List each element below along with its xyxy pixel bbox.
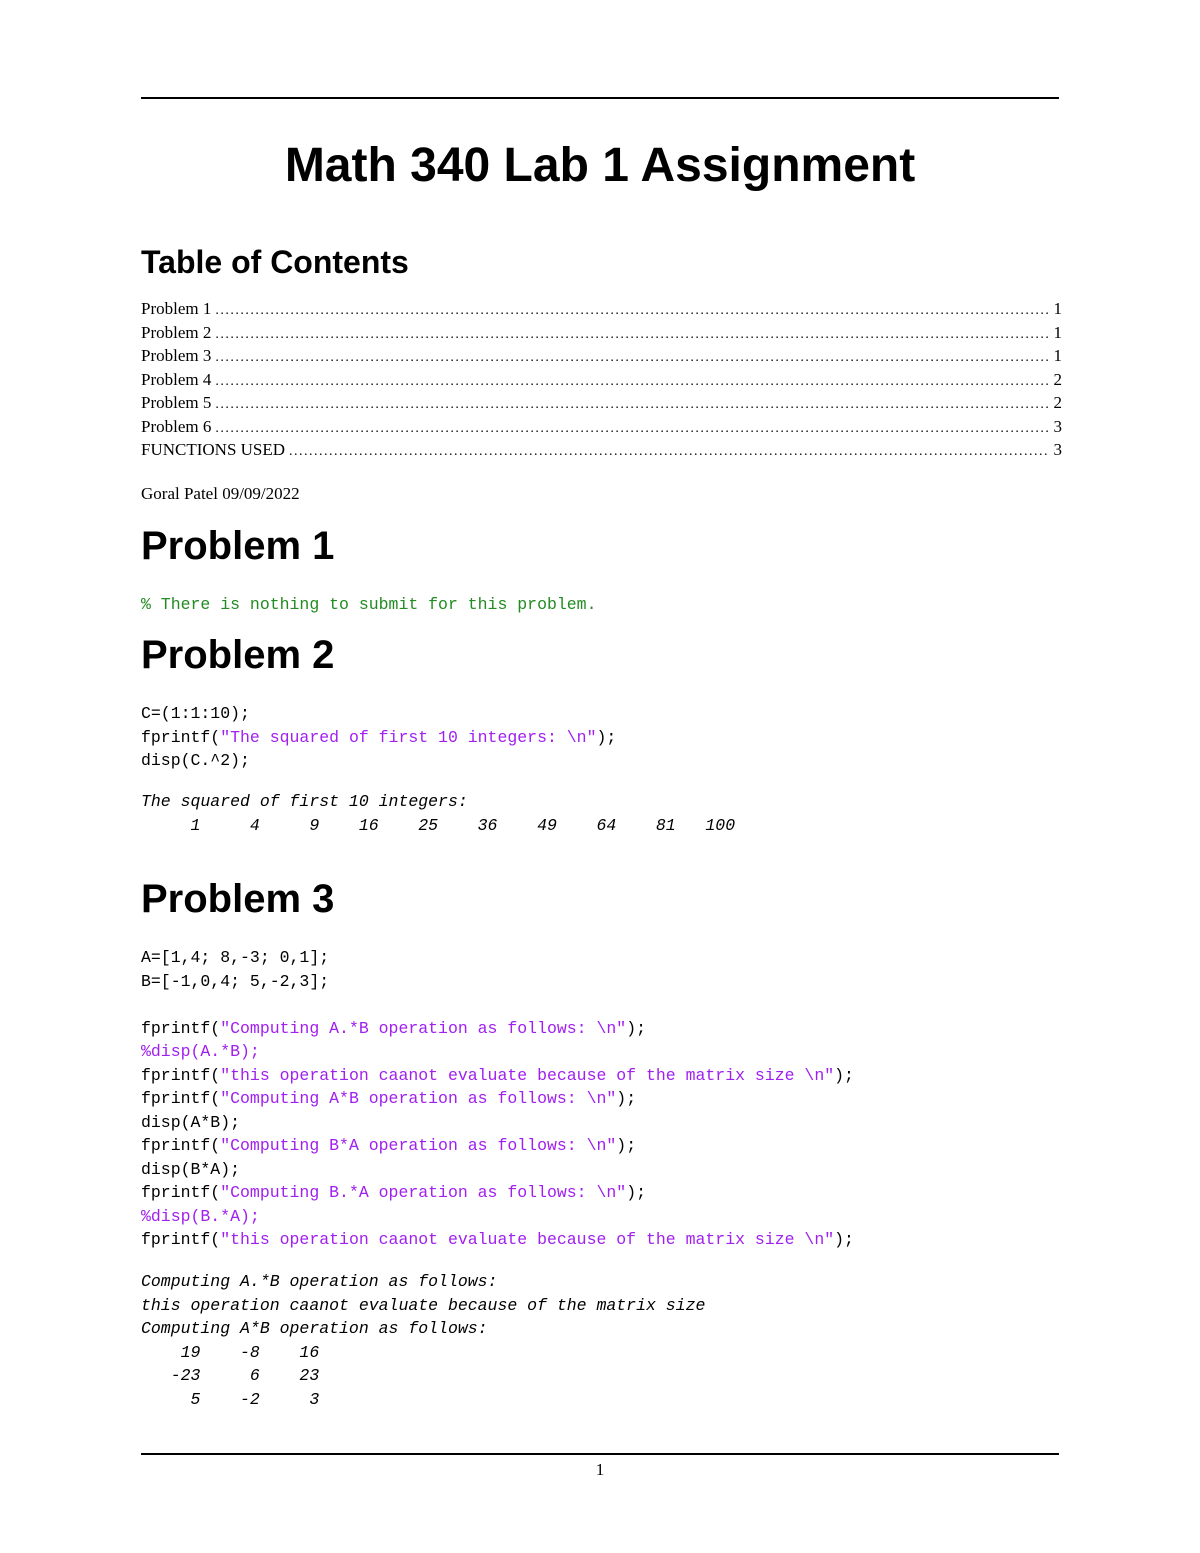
toc-entry-label: Problem 5 bbox=[141, 393, 212, 412]
toc-leader-dots bbox=[215, 323, 1049, 343]
table-of-contents bbox=[141, 299, 1062, 464]
toc-entry[interactable] bbox=[141, 323, 1062, 347]
problem-3-code bbox=[141, 946, 854, 1252]
code-comment: % There is nothing to submit for this problem. bbox=[141, 595, 597, 614]
toc-entry-label: FUNCTIONS USED bbox=[141, 440, 286, 459]
output-line: 19 -8 16 bbox=[141, 1342, 320, 1362]
footer-rule bbox=[141, 1453, 1059, 1455]
code-line: fprintf("this operation caanot evaluate because of the matrix size \n"); bbox=[141, 1065, 854, 1085]
toc-entry[interactable] bbox=[141, 299, 1062, 323]
toc-leader-dots bbox=[215, 299, 1049, 319]
toc-entry[interactable] bbox=[141, 393, 1062, 417]
code-line: disp(C.^2); bbox=[141, 751, 250, 770]
toc-entry[interactable] bbox=[141, 346, 1062, 370]
toc-entry[interactable] bbox=[141, 440, 1062, 464]
problem-2-output bbox=[141, 790, 735, 837]
problem-1-code bbox=[141, 593, 596, 617]
code-string: "Computing A*B operation as follows: \n" bbox=[220, 1089, 617, 1108]
toc-leader-dots bbox=[215, 346, 1049, 366]
code-line: disp(B*A); bbox=[141, 1159, 241, 1179]
toc-entry-page: 3 bbox=[1053, 416, 1062, 436]
code-line: fprintf("Computing A*B operation as follows: \n"); bbox=[141, 1089, 637, 1108]
code-string: "The squared of first 10 integers: \n" bbox=[220, 727, 597, 747]
author-date-line: Goral Patel 09/09/2022 bbox=[141, 484, 300, 503]
code-line: disp(A*B); bbox=[141, 1112, 241, 1132]
code-commented-line: %disp(B.*A); bbox=[141, 1206, 260, 1226]
code-string: "this operation caanot evaluate because of the matrix size \n" bbox=[220, 1065, 835, 1085]
toc-entry-page: 1 bbox=[1053, 346, 1062, 365]
toc-leader-dots bbox=[215, 370, 1049, 390]
toc-entry-label: Problem 3 bbox=[141, 346, 212, 365]
toc-entry[interactable] bbox=[141, 417, 1062, 441]
toc-entry-label: Problem 1 bbox=[141, 299, 212, 318]
code-string: "this operation caanot evaluate because of the matrix size \n" bbox=[220, 1230, 835, 1249]
header-rule bbox=[141, 97, 1059, 99]
output-line: Computing A*B operation as follows: bbox=[141, 1319, 488, 1338]
code-line: fprintf("Computing B*A operation as follows: \n"); bbox=[141, 1136, 637, 1155]
code-line: C=(1:1:10); bbox=[141, 704, 250, 723]
toc-leader-dots bbox=[215, 393, 1049, 413]
code-line: fprintf("Computing B.*A operation as follows: \n"); bbox=[141, 1183, 646, 1202]
code-string: "Computing B*A operation as follows: \n" bbox=[220, 1136, 617, 1155]
toc-entry-label: Problem 4 bbox=[141, 369, 212, 389]
output-line: -23 6 23 bbox=[141, 1366, 320, 1385]
code-line: fprintf("Computing A.*B operation as follows: \n"); bbox=[141, 1018, 646, 1038]
code-line: A=[1,4; 8,-3; 0,1]; bbox=[141, 948, 330, 967]
toc-entry-page: 1 bbox=[1053, 322, 1062, 342]
toc-entry-page: 3 bbox=[1053, 440, 1062, 459]
code-string: "Computing B.*A operation as follows: \n" bbox=[220, 1183, 627, 1202]
page-number: 1 bbox=[595, 1460, 605, 1479]
code-line: fprintf("this operation caanot evaluate because of the matrix size \n"); bbox=[141, 1230, 854, 1249]
problem-3-output bbox=[141, 1270, 705, 1411]
code-string: "Computing A.*B operation as follows: \n" bbox=[220, 1018, 627, 1038]
toc-entry-label: Problem 2 bbox=[141, 322, 212, 342]
toc-leader-dots bbox=[289, 440, 1049, 460]
toc-entry[interactable] bbox=[141, 370, 1062, 394]
problem-2-code bbox=[141, 702, 616, 773]
toc-entry-page: 2 bbox=[1053, 369, 1062, 389]
toc-leader-dots bbox=[215, 417, 1049, 437]
output-line: The squared of first 10 integers: bbox=[141, 792, 468, 811]
code-commented-line: %disp(A.*B); bbox=[141, 1042, 260, 1061]
problem-2-heading: Problem 2 bbox=[141, 633, 335, 677]
output-line: 1 4 9 16 25 36 49 64 81 100 bbox=[141, 815, 736, 835]
toc-entry-label: Problem 6 bbox=[141, 416, 212, 436]
document-title: Math 340 Lab 1 Assignment bbox=[284, 139, 916, 192]
problem-3-heading: Problem 3 bbox=[141, 877, 335, 921]
toc-entry-page: 1 bbox=[1053, 299, 1062, 318]
toc-entry-page: 2 bbox=[1053, 393, 1062, 412]
toc-heading: Table of Contents bbox=[141, 244, 409, 280]
problem-1-heading: Problem 1 bbox=[141, 524, 335, 568]
output-line: 5 -2 3 bbox=[141, 1389, 320, 1409]
code-line: B=[-1,0,4; 5,-2,3]; bbox=[141, 971, 330, 991]
output-line: this operation caanot evaluate because of the matrix size bbox=[141, 1295, 706, 1315]
output-line: Computing A.*B operation as follows: bbox=[141, 1272, 498, 1291]
code-line: fprintf("The squared of first 10 integers: \n"); bbox=[141, 727, 617, 747]
